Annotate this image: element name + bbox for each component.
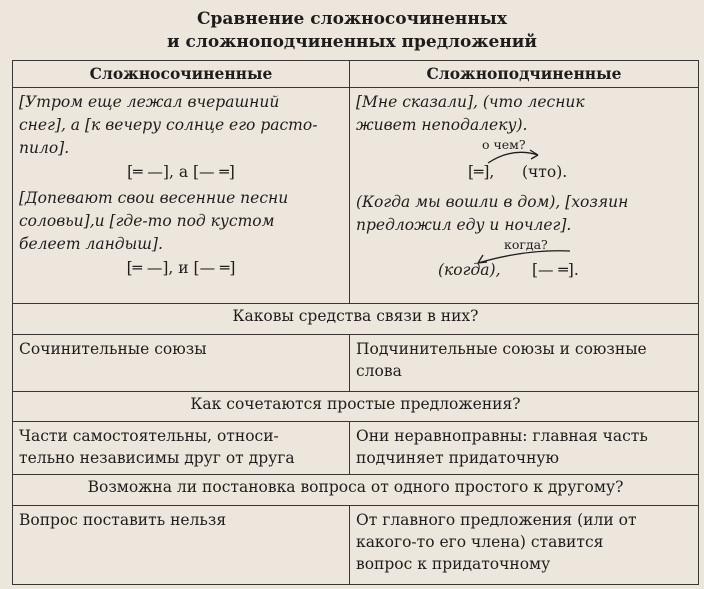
example-line: живет неподалеку). [356,116,528,135]
comparison-table [12,60,699,585]
answer-compound [13,334,350,391]
page-title [0,8,704,54]
answer-line: От главного предложения (или от [356,510,637,529]
schema-sub: (когда), [438,261,501,280]
example-line: [Допевают свои весенние песни [19,189,289,208]
compound-schema-1: [═ —], а [— ═] [127,163,235,182]
example-line: белеет ландыш]. [19,235,163,254]
question-label: когда? [504,237,548,253]
compound-example-1 [19,91,343,160]
section-question: Как сочетаются простые предложения? [13,391,699,422]
example-line: [Утром еще лежал вчерашний [19,93,280,112]
title-line-2: и сложноподчиненных предложений [167,32,537,52]
answer-complex [350,334,699,391]
complex-example-1 [356,91,692,137]
section-question: Возможна ли постановка вопроса от одного простого к другому? [13,475,699,506]
answer-line: Подчинительные союзы и союзные [356,339,647,358]
answer-line: подчиняет придаточную [356,449,560,468]
question-label: о чем? [482,137,526,153]
complex-example-2 [356,191,692,237]
example-line: предложил еду и ночлег]. [356,216,572,235]
example-line: пило]. [19,139,70,158]
answer-line: Сочинительные союзы [19,339,207,358]
schema-sub: (что). [522,163,568,182]
example-line: (Когда мы вошли в дом), [хозяин [356,193,629,212]
compound-schema-2: [═ —], и [— ═] [126,259,236,278]
example-line: [Мне сказали], (что лесник [356,93,585,112]
answer-line: слова [356,361,402,380]
complex-schema-1 [356,137,692,187]
answer-compound [13,422,350,475]
examples-compound-cell [13,88,350,304]
column-header-compound: Сложносочиненные [13,61,350,88]
complex-schema-2 [356,237,692,285]
answer-line: вопрос к придаточному [356,554,551,573]
answer-complex [350,505,699,584]
answer-line: Вопрос поставить нельзя [19,510,227,529]
answer-compound [13,505,350,584]
section-question: Каковы средства связи в них? [13,304,699,335]
answer-line: Они неравноправны: главная часть [356,427,648,446]
answer-line: тельно независимы друг от друга [19,449,295,468]
answer-line: Части самостоятельны, относи- [19,427,279,446]
examples-complex-cell [350,88,699,304]
column-header-complex: Сложноподчиненные [350,61,699,88]
title-line-1: Сравнение сложносочиненных [197,9,507,29]
schema-main: [═], [468,163,495,182]
compound-example-2 [19,187,343,256]
example-line: соловьи],и [где-то под кустом [19,212,275,231]
example-line: снег], а [к вечеру солнце его расто- [19,116,318,135]
answer-line: какого-то его члена) ставится [356,532,604,551]
schema-main: [— ═]. [532,261,579,280]
answer-complex [350,422,699,475]
